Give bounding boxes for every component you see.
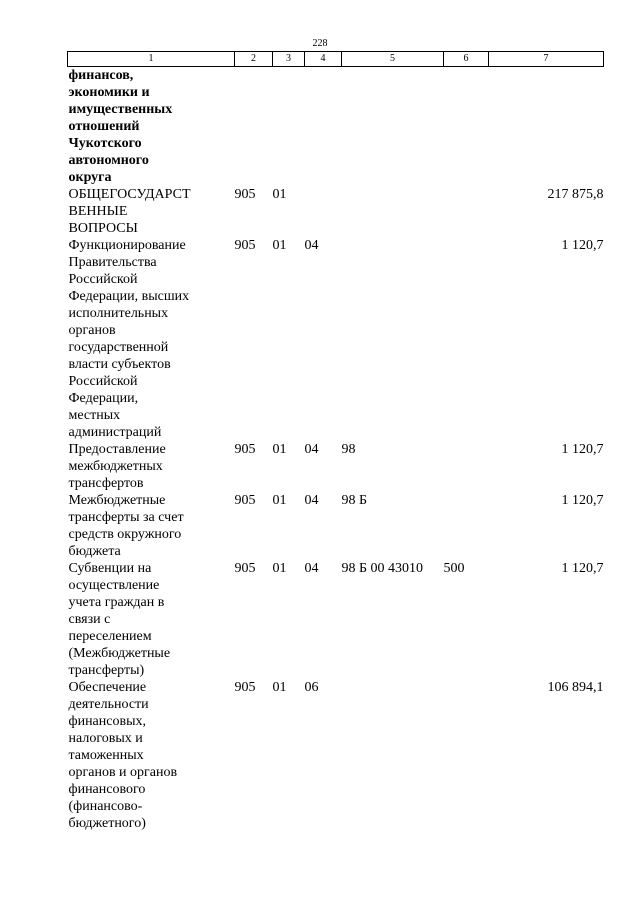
item-name-line: (финансово- xyxy=(68,799,143,814)
expense-type-cell xyxy=(444,186,489,237)
budget-table xyxy=(67,51,604,832)
expense-type-cell xyxy=(444,441,489,492)
header-col-2: 2 xyxy=(235,52,273,67)
item-name-line: исполнительных xyxy=(68,306,169,321)
title-line: округа xyxy=(68,170,112,185)
empty-cell xyxy=(489,67,604,187)
admin-code-cell: 905 xyxy=(234,187,256,202)
table-row xyxy=(68,560,604,679)
target-code-cell: 98 Б xyxy=(341,493,368,508)
item-name-line: средств окружного xyxy=(68,527,182,542)
item-name-line: налоговых и xyxy=(68,731,143,746)
expense-type-cell xyxy=(444,679,489,832)
item-name-line: финансовых, xyxy=(68,714,146,729)
expense-type-cell: 500 xyxy=(443,561,465,576)
table-row xyxy=(68,679,604,832)
empty-cell xyxy=(235,67,273,187)
subsection-code-cell: 04 xyxy=(304,442,319,457)
item-name-line: переселением xyxy=(68,629,152,644)
item-name-cell xyxy=(68,679,235,832)
item-name-line: государственной xyxy=(68,340,169,355)
item-name-line: ВЕННЫЕ xyxy=(68,204,128,219)
header-col-5: 5 xyxy=(342,52,444,67)
item-name-cell xyxy=(68,441,235,492)
target-code-cell xyxy=(342,186,444,237)
item-name-cell xyxy=(68,186,235,237)
item-name-line: ВОПРОСЫ xyxy=(68,221,138,236)
item-name-line: таможенных xyxy=(68,748,144,763)
item-name-line: Межбюджетные xyxy=(68,493,166,508)
header-col-6: 6 xyxy=(444,52,489,67)
target-code-cell xyxy=(342,679,444,832)
empty-cell xyxy=(444,67,489,187)
item-name-line: Функционирование xyxy=(68,238,186,253)
title-line: автономного xyxy=(68,153,149,168)
page-number: 228 xyxy=(312,38,328,49)
item-name-line: Субвенции на xyxy=(68,561,152,576)
admin-code-cell: 905 xyxy=(234,680,256,695)
item-name-line: (Межбюджетные xyxy=(68,646,171,661)
continued-title xyxy=(68,67,235,187)
item-name-line: местных xyxy=(68,408,121,423)
section-code-cell: 01 xyxy=(272,238,287,253)
item-name-line: Российской xyxy=(68,374,138,389)
amount-cell: 1 120,7 xyxy=(561,442,604,457)
amount-cell: 1 120,7 xyxy=(561,561,604,576)
item-name-line: межбюджетных xyxy=(68,459,163,474)
title-line: финансов, xyxy=(68,68,134,83)
item-name-line: бюджетного) xyxy=(68,816,146,831)
amount-cell: 1 120,7 xyxy=(561,238,604,253)
item-name-cell xyxy=(68,237,235,441)
admin-code-cell: 905 xyxy=(234,493,256,508)
title-line: Чукотского xyxy=(68,136,142,151)
item-name-line: ОБЩЕГОСУДАРСТ xyxy=(68,187,191,202)
header-row xyxy=(68,52,604,67)
subsection-code-cell: 04 xyxy=(304,561,319,576)
item-name-line: Обеспечение xyxy=(68,680,147,695)
table-row xyxy=(68,186,604,237)
item-name-line: Федерации, xyxy=(68,391,139,406)
target-code-cell: 98 xyxy=(341,442,356,457)
header-col-7: 7 xyxy=(489,52,604,67)
empty-cell xyxy=(342,67,444,187)
section-code-cell: 01 xyxy=(272,493,287,508)
section-code-cell: 01 xyxy=(272,680,287,695)
item-name-line: органов xyxy=(68,323,116,338)
table-header xyxy=(68,52,604,67)
admin-code-cell: 905 xyxy=(234,238,256,253)
subsection-code-cell: 04 xyxy=(304,238,319,253)
item-name-line: Федерации, высших xyxy=(68,289,190,304)
title-line: отношений xyxy=(68,119,140,134)
item-name-line: Правительства xyxy=(68,255,157,270)
target-code-cell xyxy=(342,237,444,441)
empty-cell xyxy=(273,67,305,187)
empty-cell xyxy=(305,67,342,187)
item-name-line: трансфертов xyxy=(68,476,144,491)
table-row xyxy=(68,441,604,492)
continued-title-row xyxy=(68,67,604,187)
expense-type-cell xyxy=(444,492,489,560)
amount-cell: 106 894,1 xyxy=(547,680,604,695)
item-name-line: связи с xyxy=(68,612,111,627)
item-name-line: финансового xyxy=(68,782,146,797)
admin-code-cell: 905 xyxy=(234,561,256,576)
expense-type-cell xyxy=(444,237,489,441)
title-line: экономики и xyxy=(68,85,150,100)
item-name-line: бюджета xyxy=(68,544,121,559)
amount-cell: 1 120,7 xyxy=(561,493,604,508)
table-row xyxy=(68,237,604,441)
section-code-cell: 01 xyxy=(272,442,287,457)
section-code-cell: 01 xyxy=(272,187,287,202)
admin-code-cell: 905 xyxy=(234,442,256,457)
table-body xyxy=(68,67,604,833)
subsection-code-cell: 04 xyxy=(304,493,319,508)
subsection-code-cell xyxy=(305,186,342,237)
item-name-line: трансферты за счет xyxy=(68,510,184,525)
subsection-code-cell: 06 xyxy=(304,680,319,695)
item-name-line: Предоставление xyxy=(68,442,166,457)
item-name-line: трансферты) xyxy=(68,663,145,678)
header-col-1: 1 xyxy=(68,52,235,67)
item-name-line: власти субъектов xyxy=(68,357,171,372)
title-line: имущественных xyxy=(68,102,173,117)
item-name-line: деятельности xyxy=(68,697,149,712)
target-code-cell: 98 Б 00 43010 xyxy=(341,561,424,576)
item-name-line: учета граждан в xyxy=(68,595,165,610)
section-code-cell: 01 xyxy=(272,561,287,576)
header-col-3: 3 xyxy=(273,52,305,67)
item-name-cell xyxy=(68,560,235,679)
item-name-cell xyxy=(68,492,235,560)
table-row xyxy=(68,492,604,560)
item-name-line: администраций xyxy=(68,425,162,440)
item-name-line: Российской xyxy=(68,272,138,287)
header-col-4: 4 xyxy=(305,52,342,67)
amount-cell: 217 875,8 xyxy=(547,187,604,202)
item-name-line: органов и органов xyxy=(68,765,178,780)
item-name-line: осуществление xyxy=(68,578,160,593)
